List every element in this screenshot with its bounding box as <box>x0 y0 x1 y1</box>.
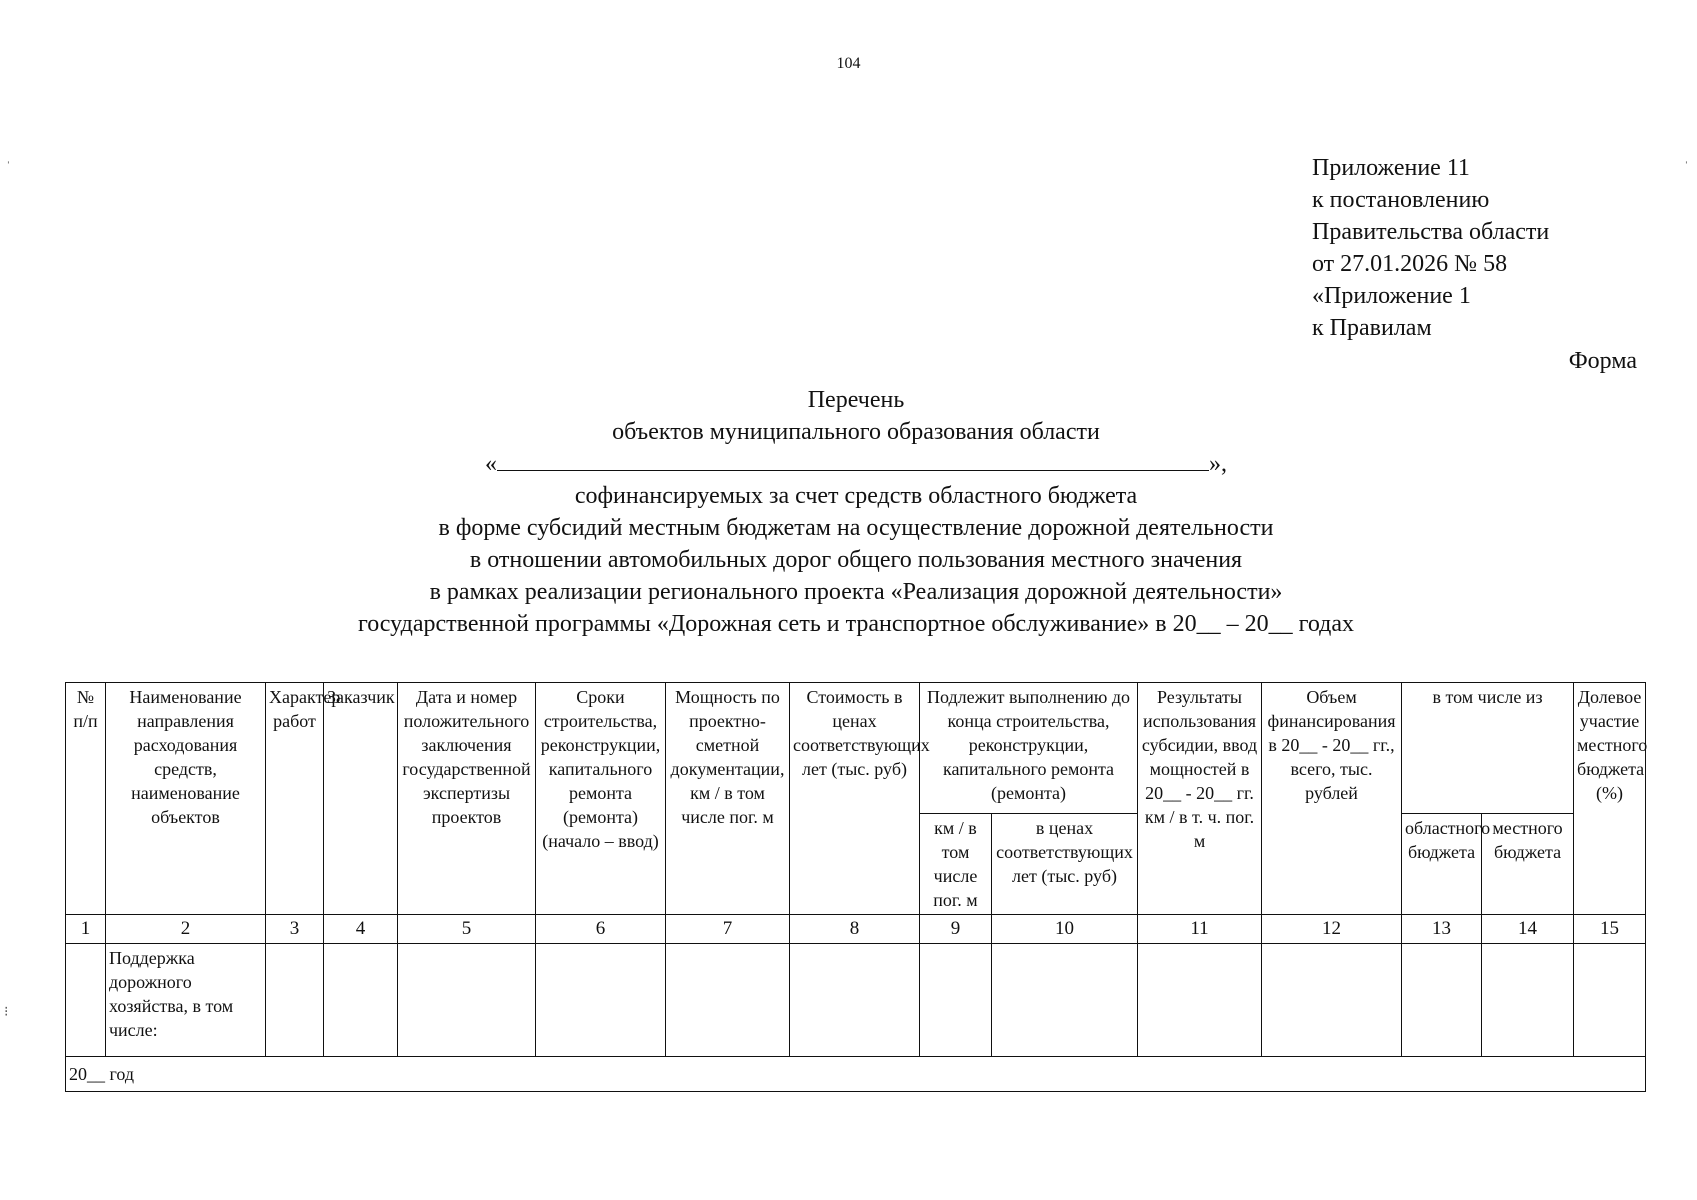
header-share: Долевое участие местного бюджета (%) <box>1574 683 1646 915</box>
table-cell <box>1574 944 1646 1057</box>
appendix-line: Правительства области <box>1312 219 1550 245</box>
quote-open: « <box>485 451 497 477</box>
title-line: объектов муниципального образования области <box>612 419 1100 445</box>
table-cell <box>992 944 1138 1057</box>
title-line: софинансируемых за счет средств областного бюджета <box>574 483 1138 509</box>
margin-mark: ˈ <box>1684 160 1689 175</box>
column-number: 5 <box>398 915 536 944</box>
table-cell <box>790 944 920 1057</box>
appendix-line: к Правилам <box>1312 315 1432 341</box>
year-cell: 20__ год <box>66 1057 1646 1092</box>
column-number-row <box>66 915 1646 944</box>
appendix-line: «Приложение 1 <box>1312 283 1471 309</box>
table-row <box>66 944 1646 1057</box>
header-km: км / в том числе пог. м <box>920 814 992 915</box>
appendix-block <box>1312 152 1549 344</box>
column-number: 3 <box>266 915 324 944</box>
objects-table <box>65 682 1646 1092</box>
margin-mark: ⁝ <box>4 1005 9 1020</box>
title-line: государственной программы «Дорожная сеть и транспортное обслуживание» в 20__ – 20__ годах <box>357 611 1355 637</box>
header-customer: Заказчик <box>324 683 398 915</box>
blank-field <box>497 448 1209 471</box>
column-number: 9 <box>920 915 992 944</box>
column-number: 6 <box>536 915 666 944</box>
header-financing: Объем финансирования в 20__ - 20__ гг., всего, тыс. рублей <box>1262 683 1402 915</box>
header-name: Наименование направления расходования средств, наименование объектов <box>106 683 266 915</box>
column-number: 4 <box>324 915 398 944</box>
form-label: Форма <box>1568 348 1637 374</box>
margin-mark: ˈ <box>6 160 11 175</box>
table-cell <box>1482 944 1574 1057</box>
road-support-cell: Поддержка дорожного хозяйства, в том числе: <box>106 944 266 1057</box>
quote-close: », <box>1209 451 1227 477</box>
title-line: в отношении автомобильных дорог общего пользования местного значения <box>469 547 1243 573</box>
table-cell <box>666 944 790 1057</box>
table-cell <box>266 944 324 1057</box>
title-line: Перечень <box>807 387 905 413</box>
table-cell <box>920 944 992 1057</box>
header-expertise: Дата и номер положительного заключения государственной экспертизы проектов <box>398 683 536 915</box>
column-number: 13 <box>1402 915 1482 944</box>
column-number: 11 <box>1138 915 1262 944</box>
table-cell <box>66 944 106 1057</box>
column-number: 2 <box>106 915 266 944</box>
header-prices: в ценах соответствующих лет (тыс. руб) <box>992 814 1138 915</box>
header-number: № п/п <box>66 683 106 915</box>
appendix-line: к постановлению <box>1312 187 1490 213</box>
table-cell <box>324 944 398 1057</box>
column-number: 15 <box>1574 915 1646 944</box>
column-number: 10 <box>992 915 1138 944</box>
header-cost: Стоимость в ценах соответствующих лет (тыс. руб) <box>790 683 920 915</box>
header-capacity: Мощность по проектно-сметной документации, км / в том числе пог. м <box>666 683 790 915</box>
table-cell <box>398 944 536 1057</box>
column-number: 14 <box>1482 915 1574 944</box>
table-cell <box>1402 944 1482 1057</box>
page-number: 104 <box>836 55 861 72</box>
header-local-budget: местного бюджета <box>1482 814 1574 915</box>
header-results: Результаты использования субсидии, ввод мощностей в 20__ - 20__ гг. км / в т. ч. пог. м <box>1138 683 1262 915</box>
table-cell <box>536 944 666 1057</box>
document-title <box>0 384 1697 640</box>
column-number: 7 <box>666 915 790 944</box>
title-line: в форме субсидий местным бюджетам на осуществление дорожной деятельности <box>438 515 1274 541</box>
header-terms: Сроки строительства, реконструкции, капитального ремонта (ремонта) (начало – ввод) <box>536 683 666 915</box>
title-blank-line <box>0 448 1697 480</box>
header-including: в том числе из <box>1402 683 1574 814</box>
column-number: 1 <box>66 915 106 944</box>
title-line: в рамках реализации регионального проекта «Реализация дорожной деятельности» <box>429 579 1283 605</box>
appendix-line: Приложение 11 <box>1312 155 1470 181</box>
column-number: 8 <box>790 915 920 944</box>
year-row <box>66 1057 1646 1092</box>
header-remaining: Подлежит выполнению до конца строительства, реконструкции, капитального ремонта (ремонта) <box>920 683 1138 814</box>
column-number: 12 <box>1262 915 1402 944</box>
header-work-type: Характер работ <box>266 683 324 915</box>
table-cell <box>1138 944 1262 1057</box>
header-regional-budget: областного бюджета <box>1402 814 1482 915</box>
appendix-line: от 27.01.2026 № 58 <box>1312 251 1508 277</box>
table-cell <box>1262 944 1402 1057</box>
